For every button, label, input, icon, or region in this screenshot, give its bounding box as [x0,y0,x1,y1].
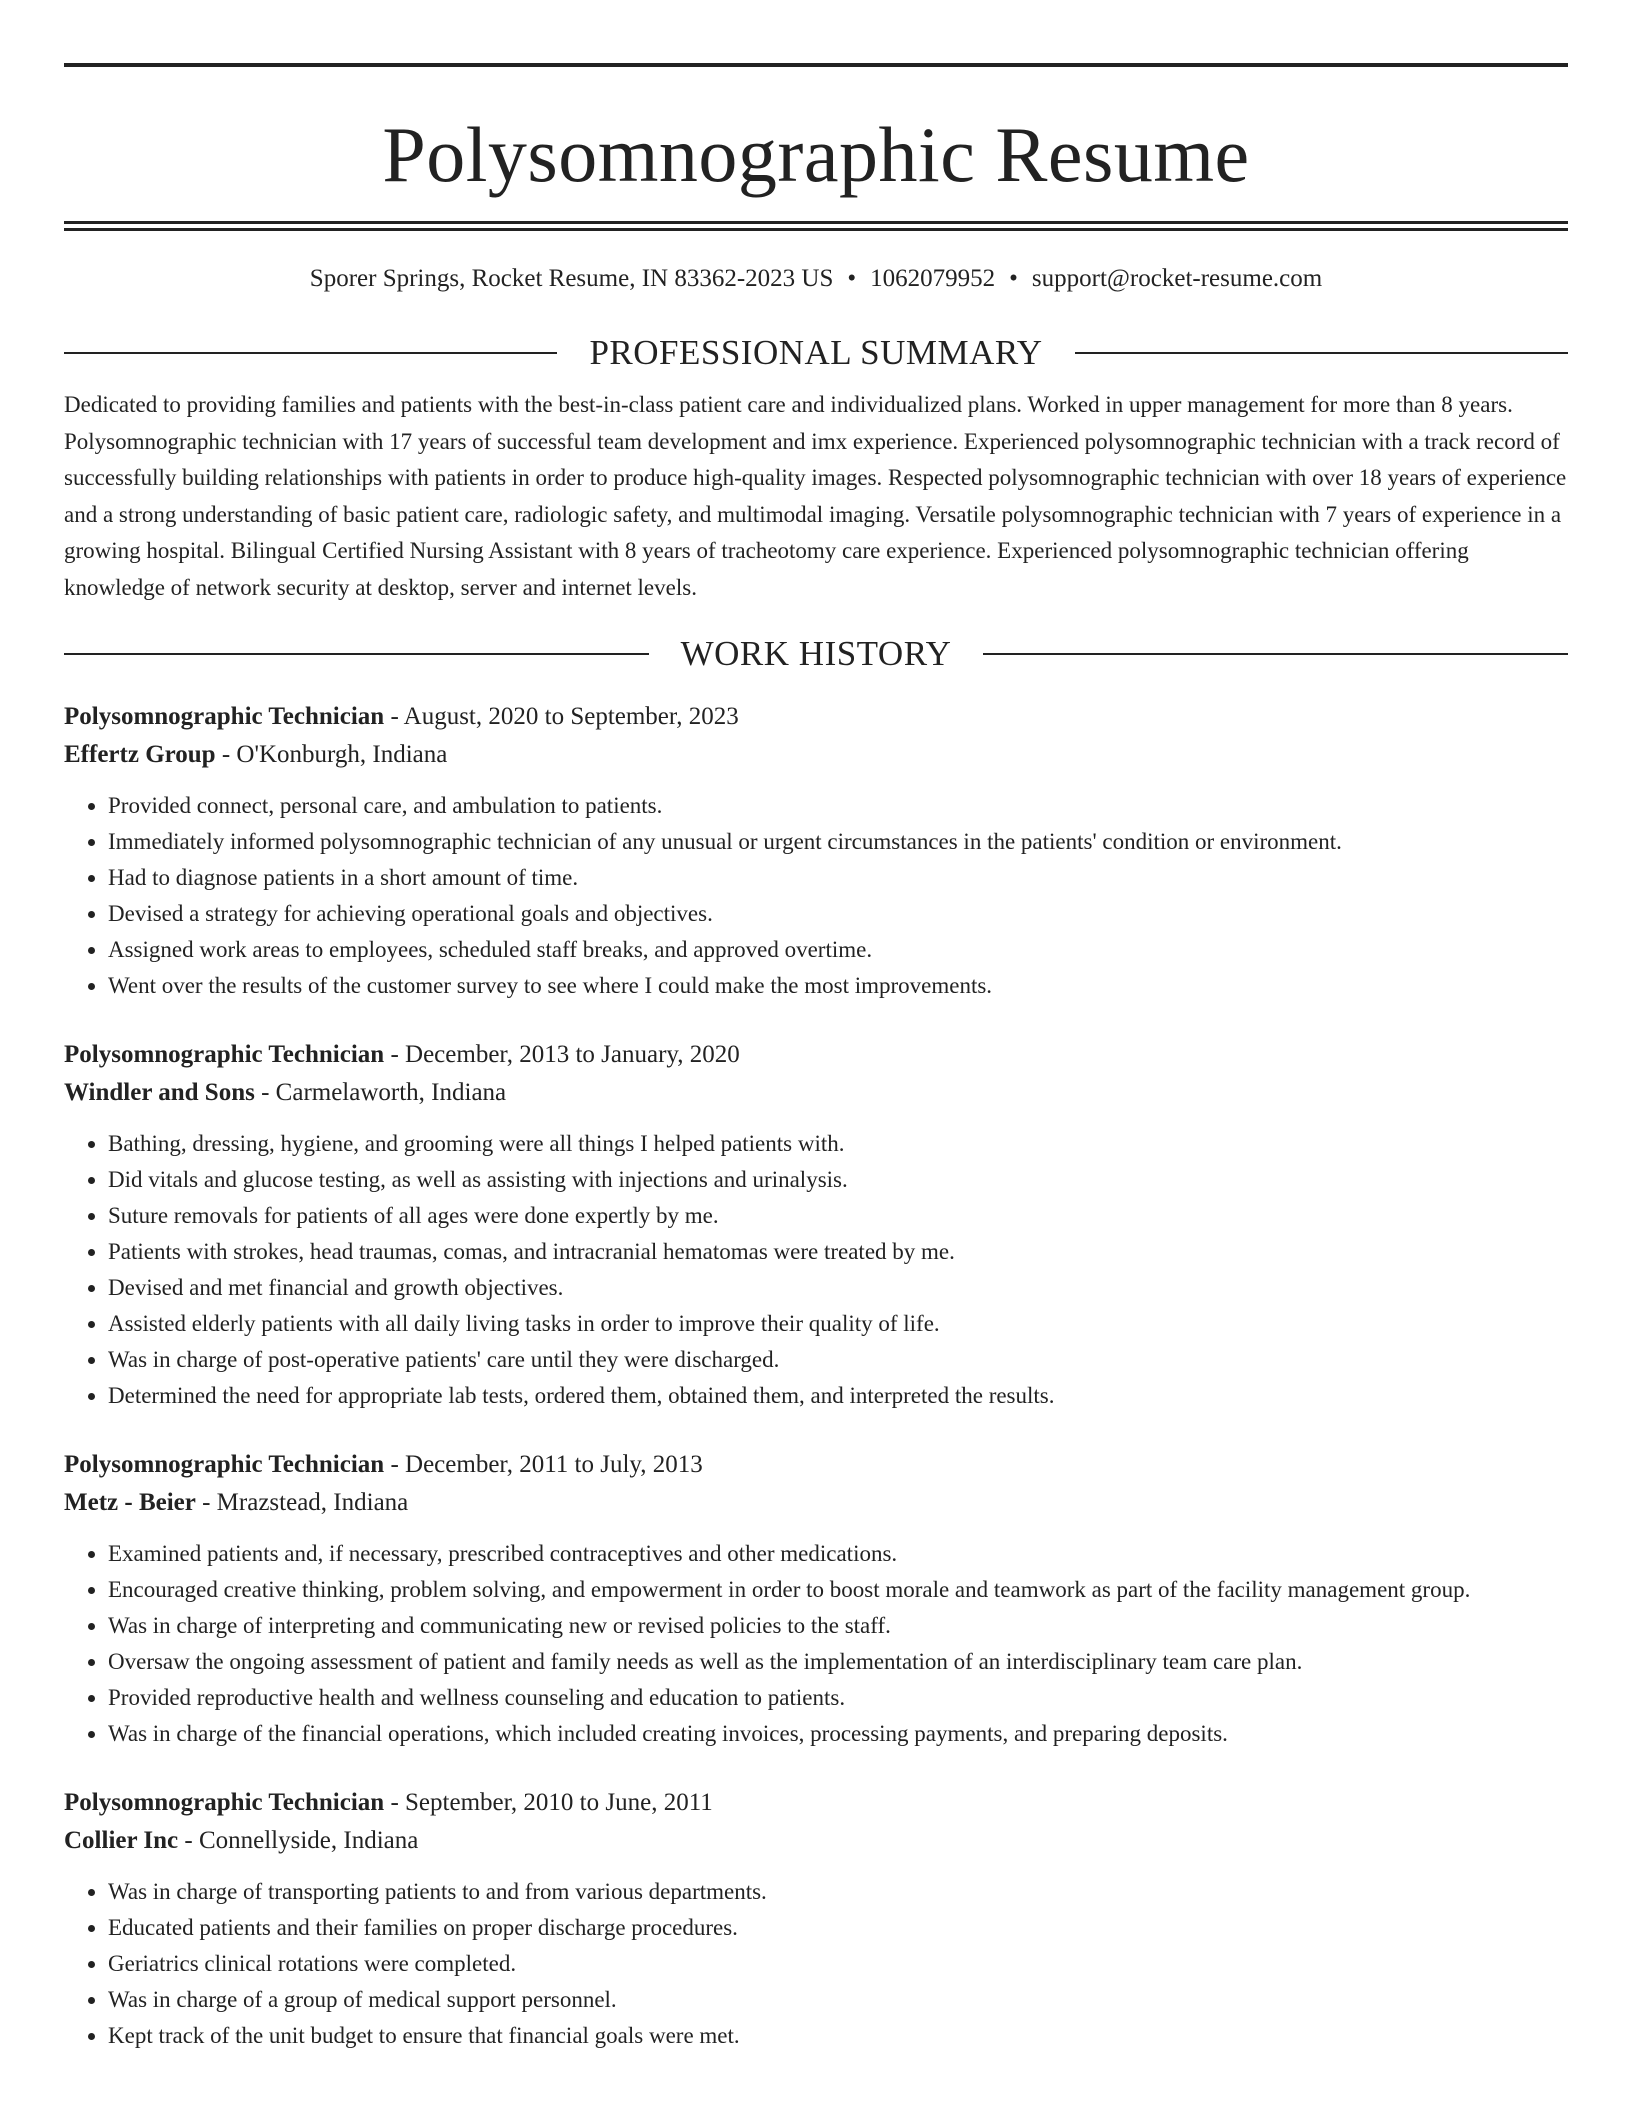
job-duties-list [64,788,1568,1004]
job-duty-item: • Provided reproductive health and wellness counseling and education to patients. [108,1680,1568,1716]
job-company: Collier Inc [64,1827,179,1854]
job-title: Polysomnographic Technician [64,703,385,730]
header-double-rule [64,221,1568,231]
job-duty-item: • Bathing, dressing, hygiene, and grooming were all things I helped patients with. [108,1126,1568,1162]
job-duty-item: • Was in charge of a group of medical support personnel. [108,1982,1568,2018]
job-title-line [64,1446,1568,1484]
heading-rule-right [983,653,1568,655]
job-company-line [64,1822,1568,1860]
job-location: - Carmelaworth, Indiana [254,1079,507,1106]
job-company-line [64,736,1568,774]
summary-section-heading [64,333,1568,373]
job-entry [64,1036,1568,1414]
header-top-rule [64,63,1568,67]
work-history-list [64,698,1568,2054]
job-duty-item: • Had to diagnose patients in a short amount of time. [108,860,1568,896]
work-history-heading-label: WORK HISTORY [680,634,952,673]
job-title-line [64,698,1568,736]
job-company-line [64,1484,1568,1522]
contact-address: Sporer Springs, Rocket Resume, IN 83362-2023 US [309,265,834,292]
job-duty-item: • Was in charge of interpreting and communicating new or revised policies to the staff. [108,1608,1568,1644]
job-duty-item: • Geriatrics clinical rotations were completed. [108,1946,1568,1982]
contact-phone: 1062079952 [870,265,996,292]
job-duty-item: • Oversaw the ongoing assessment of patient and family needs as well as the implementation of an interdisciplinary team care plan. [108,1644,1568,1680]
resume-title: Polysomnographic Resume [382,111,1250,198]
job-duty-item: • Assisted elderly patients with all daily living tasks in order to improve their quality of life. [108,1306,1568,1342]
job-dates: - December, 2011 to July, 2013 [384,1451,703,1478]
job-duty-item: • Examined patients and, if necessary, prescribed contraceptives and other medications. [108,1536,1568,1572]
job-duty-item: • Assigned work areas to employees, scheduled staff breaks, and approved overtime. [108,932,1568,968]
job-company: Windler and Sons [64,1079,255,1106]
job-duty-item: • Encouraged creative thinking, problem solving, and empowerment in order to boost morale and teamwork as part of the facility management group. [108,1572,1568,1608]
job-duty-item: • Did vitals and glucose testing, as well as assisting with injections and urinalysis. [108,1162,1568,1198]
job-duty-item: • Suture removals for patients of all ages were done expertly by me. [108,1198,1568,1234]
job-duty-item: • Kept track of the unit budget to ensure that financial goals were met. [108,2018,1568,2054]
job-duty-item: • Was in charge of transporting patients to and from various departments. [108,1874,1568,1910]
job-location: - O'Konburgh, Indiana [215,741,448,768]
job-entry [64,1446,1568,1752]
job-entry [64,698,1568,1004]
heading-rule-right [1075,352,1568,354]
job-duty-item: • Went over the results of the customer survey to see where I could make the most improvements. [108,968,1568,1004]
job-dates: - September, 2010 to June, 2011 [384,1789,713,1816]
contact-line [64,263,1568,295]
job-company: Metz - Beier [64,1489,196,1516]
resume-page [64,0,1568,2054]
job-duty-item: • Educated patients and their families on proper discharge procedures. [108,1910,1568,1946]
summary-heading-label: PROFESSIONAL SUMMARY [589,333,1043,372]
job-duty-item: • Patients with strokes, head traumas, comas, and intracranial hematomas were treated by me. [108,1234,1568,1270]
job-duty-item: • Devised and met financial and growth objectives. [108,1270,1568,1306]
job-entry [64,1784,1568,2054]
job-duties-list [64,1874,1568,2054]
job-duty-item: • Was in charge of the financial operations, which included creating invoices, processing payments, and preparing deposits. [108,1716,1568,1752]
job-duty-item: • Devised a strategy for achieving operational goals and objectives. [108,896,1568,932]
heading-rule-left [64,653,649,655]
work-history-section-heading [64,634,1568,674]
job-duties-list [64,1126,1568,1414]
job-dates: - December, 2013 to January, 2020 [384,1041,740,1068]
job-title-line [64,1036,1568,1074]
job-duty-item: • Provided connect, personal care, and ambulation to patients. [108,788,1568,824]
job-duties-list [64,1536,1568,1752]
contact-separator: • [1009,265,1018,292]
contact-separator: • [847,265,857,292]
job-title: Polysomnographic Technician [64,1041,385,1068]
job-company: Effertz Group [64,741,216,768]
job-title: Polysomnographic Technician [64,1451,385,1478]
job-duty-item: • Determined the need for appropriate lab tests, ordered them, obtained them, and interpreted the results. [108,1378,1568,1414]
summary-text: Dedicated to providing families and patients with the best-in-class patient care and individualized plans. Worked in upper management for more than 8 years. Polysomnographic technician with 17 years of successful team development and imx experience. Experienced polysomnographic technician with a track record of successfully building relationships with patients in order to produce high-quality images. Respected polysomnographic technician with over 18 years of experience and a strong understanding of basic patient care, radiologic safety, and multimodal imaging. Versatile polysomnographic technician with 7 years of experience in a growing hospital. Bilingual Certified Nursing Assistant with 8 years of tracheotomy care experience. Experienced polysomnographic technician offering knowledge of network security at desktop, server and internet levels. [64,392,1567,600]
job-duty-item: • Immediately informed polysomnographic technician of any unusual or urgent circumstances in the patients' condition or environment. [108,824,1568,860]
job-duty-item: • Was in charge of post-operative patients' care until they were discharged. [108,1342,1568,1378]
job-location: - Mrazstead, Indiana [195,1489,409,1516]
contact-email: support@rocket-resume.com [1031,265,1323,292]
job-title-line [64,1784,1568,1822]
job-title: Polysomnographic Technician [64,1789,385,1816]
job-location: - Connellyside, Indiana [178,1827,419,1854]
job-dates: - August, 2020 to September, 2023 [384,703,739,730]
heading-rule-left [64,352,557,354]
job-company-line [64,1074,1568,1112]
